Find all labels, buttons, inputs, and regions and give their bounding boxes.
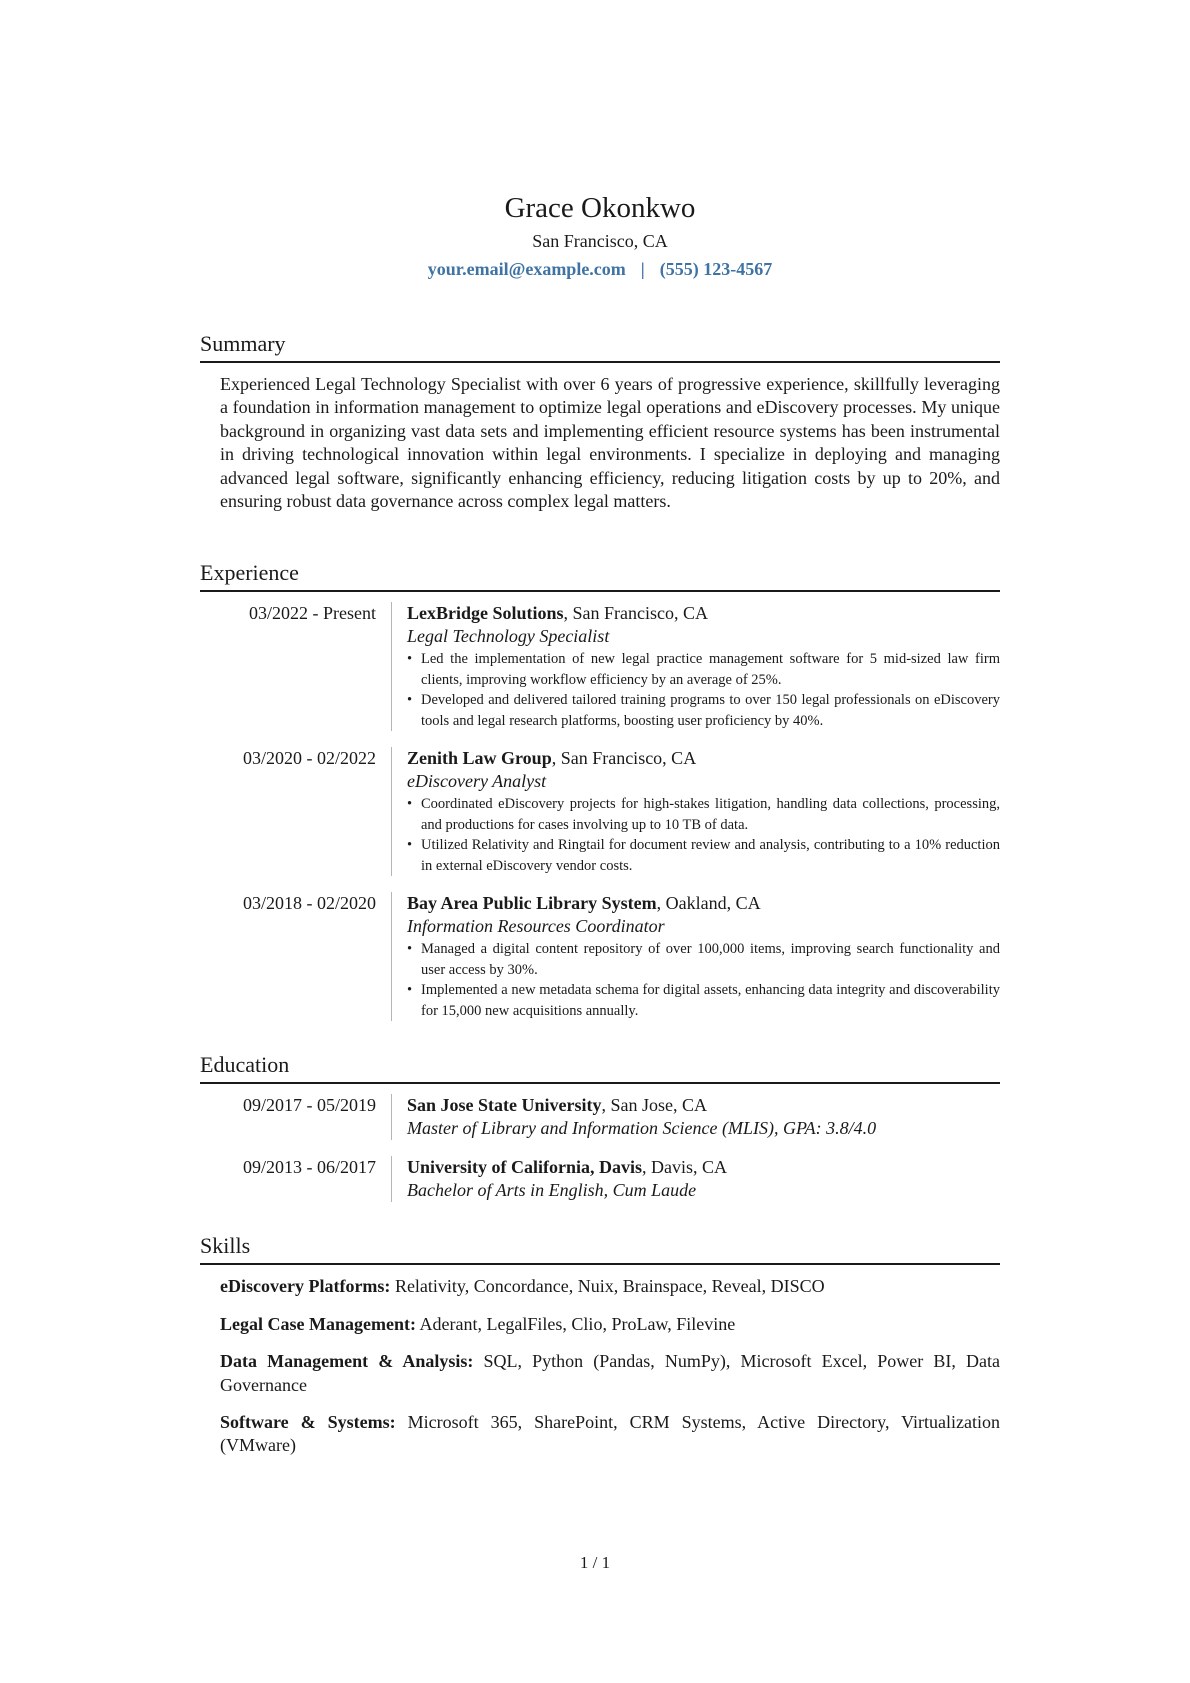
entry-heading xyxy=(407,892,1000,915)
degree: Bachelor of Arts in English, Cum Laude xyxy=(407,1180,697,1201)
summary-heading: Summary xyxy=(200,330,1000,363)
achievement-list xyxy=(407,794,1000,876)
contact-line xyxy=(200,256,1000,282)
education-heading: Education xyxy=(200,1051,1000,1084)
experience-section xyxy=(200,559,1000,1021)
experience-entry xyxy=(200,602,1000,731)
skill-values: Relativity, Concordance, Nuix, Brainspace, Reveal, DISCO xyxy=(390,1276,825,1297)
contact-separator: | xyxy=(640,259,645,279)
experience-entry xyxy=(200,747,1000,876)
resume-header xyxy=(200,190,1000,282)
entry-dates: 03/2020 - 02/2022 xyxy=(243,748,376,769)
email-link[interactable]: your.email@example.com xyxy=(427,259,626,279)
skill-group xyxy=(220,1313,1000,1336)
employer-location: , San Francisco, CA xyxy=(563,603,709,624)
achievement-item: • Led the implementation of new legal practice management software for 5 mid-sized law firm clients, improving workflow efficiency by an average of 25%. xyxy=(407,649,1000,690)
education-entry xyxy=(200,1156,1000,1202)
entry-dates: 03/2018 - 02/2020 xyxy=(243,893,376,914)
institution-location: , Davis, CA xyxy=(641,1157,727,1178)
job-title: eDiscovery Analyst xyxy=(407,771,547,792)
employer-location: , San Francisco, CA xyxy=(551,748,697,769)
employer-name: Zenith Law Group xyxy=(407,748,552,769)
entry-body xyxy=(391,747,1000,876)
education-section xyxy=(200,1051,1000,1202)
skills-list xyxy=(220,1275,1000,1457)
skill-category: eDiscovery Platforms: xyxy=(220,1276,391,1297)
employer-name: Bay Area Public Library System xyxy=(407,893,657,914)
achievement-list xyxy=(407,649,1000,731)
entry-body xyxy=(391,1094,1000,1140)
candidate-location: San Francisco, CA xyxy=(532,231,668,251)
skill-values: Microsoft 365, SharePoint, CRM Systems, Active Directory, Virtualization (VMware) xyxy=(220,1412,1000,1456)
achievement-list xyxy=(407,939,1000,1021)
experience-list xyxy=(200,602,1000,1021)
resume-page xyxy=(200,190,1000,1472)
institution-name: University of California, Davis xyxy=(407,1157,642,1178)
entry-heading xyxy=(407,747,1000,770)
summary-text: Experienced Legal Technology Specialist with over 6 years of progressive experience, skillfully leveraging a foundation in information management to optimize legal operations and eDiscovery processes. My unique background in organizing vast data sets and implementing efficient resource systems has been instrumental in driving technological innovation within legal environments. I specialize in deploying and managing advanced legal software, significantly enhancing efficiency, reducing litigation costs by up to 20%, and ensuring robust data governance across complex legal matters. xyxy=(220,374,1000,512)
institution-location: , San Jose, CA xyxy=(601,1095,708,1116)
job-title: Legal Technology Specialist xyxy=(407,626,610,647)
candidate-name: Grace Okonkwo xyxy=(504,192,696,224)
institution-name: San Jose State University xyxy=(407,1095,602,1116)
education-list xyxy=(200,1094,1000,1202)
achievement-item: • Developed and delivered tailored training programs to over 150 legal professionals on eDiscovery tools and legal research platforms, boosting user proficiency by 40%. xyxy=(407,690,1000,731)
achievement-item: • Implemented a new metadata schema for digital assets, enhancing data integrity and discoverability for 15,000 new acquisitions annually. xyxy=(407,980,1000,1021)
skill-values: Aderant, LegalFiles, Clio, ProLaw, Filevine xyxy=(415,1313,736,1334)
skill-group xyxy=(220,1411,1000,1458)
employer-name: LexBridge Solutions xyxy=(407,603,564,624)
skill-category: Software & Systems: xyxy=(220,1412,396,1433)
entry-dates: 09/2013 - 06/2017 xyxy=(243,1157,376,1178)
entry-heading xyxy=(407,602,1000,625)
entry-dates: 09/2017 - 05/2019 xyxy=(243,1095,376,1116)
entry-body xyxy=(391,1156,1000,1202)
job-title: Information Resources Coordinator xyxy=(407,916,665,937)
entry-dates: 03/2022 - Present xyxy=(249,603,376,624)
experience-entry xyxy=(200,892,1000,1021)
achievement-item: • Utilized Relativity and Ringtail for document review and analysis, contributing to a 10% reduction in external eDiscovery vendor costs. xyxy=(407,835,1000,876)
skill-group xyxy=(220,1350,1000,1397)
achievement-item: • Coordinated eDiscovery projects for high-stakes litigation, handling data collections, processing, and productions for cases involving up to 10 TB of data. xyxy=(407,794,1000,835)
skill-category: Data Management & Analysis: xyxy=(220,1351,474,1372)
entry-body xyxy=(391,602,1000,731)
skills-heading: Skills xyxy=(200,1232,1000,1265)
phone-link[interactable]: (555) 123-4567 xyxy=(659,259,773,279)
skill-group xyxy=(220,1275,1000,1298)
page-number: 1 / 1 xyxy=(579,1553,611,1572)
entry-body xyxy=(391,892,1000,1021)
skill-values: SQL, Python (Pandas, NumPy), Microsoft Excel, Power BI, Data Governance xyxy=(220,1351,1000,1395)
employer-location: , Oakland, CA xyxy=(656,893,761,914)
entry-heading xyxy=(407,1094,1000,1117)
degree: Master of Library and Information Science (MLIS), GPA: 3.8/4.0 xyxy=(407,1118,877,1139)
education-entry xyxy=(200,1094,1000,1140)
achievement-item: • Managed a digital content repository of over 100,000 items, improving search functionality and user access by 30%. xyxy=(407,939,1000,980)
experience-heading: Experience xyxy=(200,559,1000,592)
skills-section xyxy=(200,1232,1000,1457)
summary-section xyxy=(200,330,1000,513)
skill-category: Legal Case Management: xyxy=(220,1313,416,1334)
entry-heading xyxy=(407,1156,1000,1179)
